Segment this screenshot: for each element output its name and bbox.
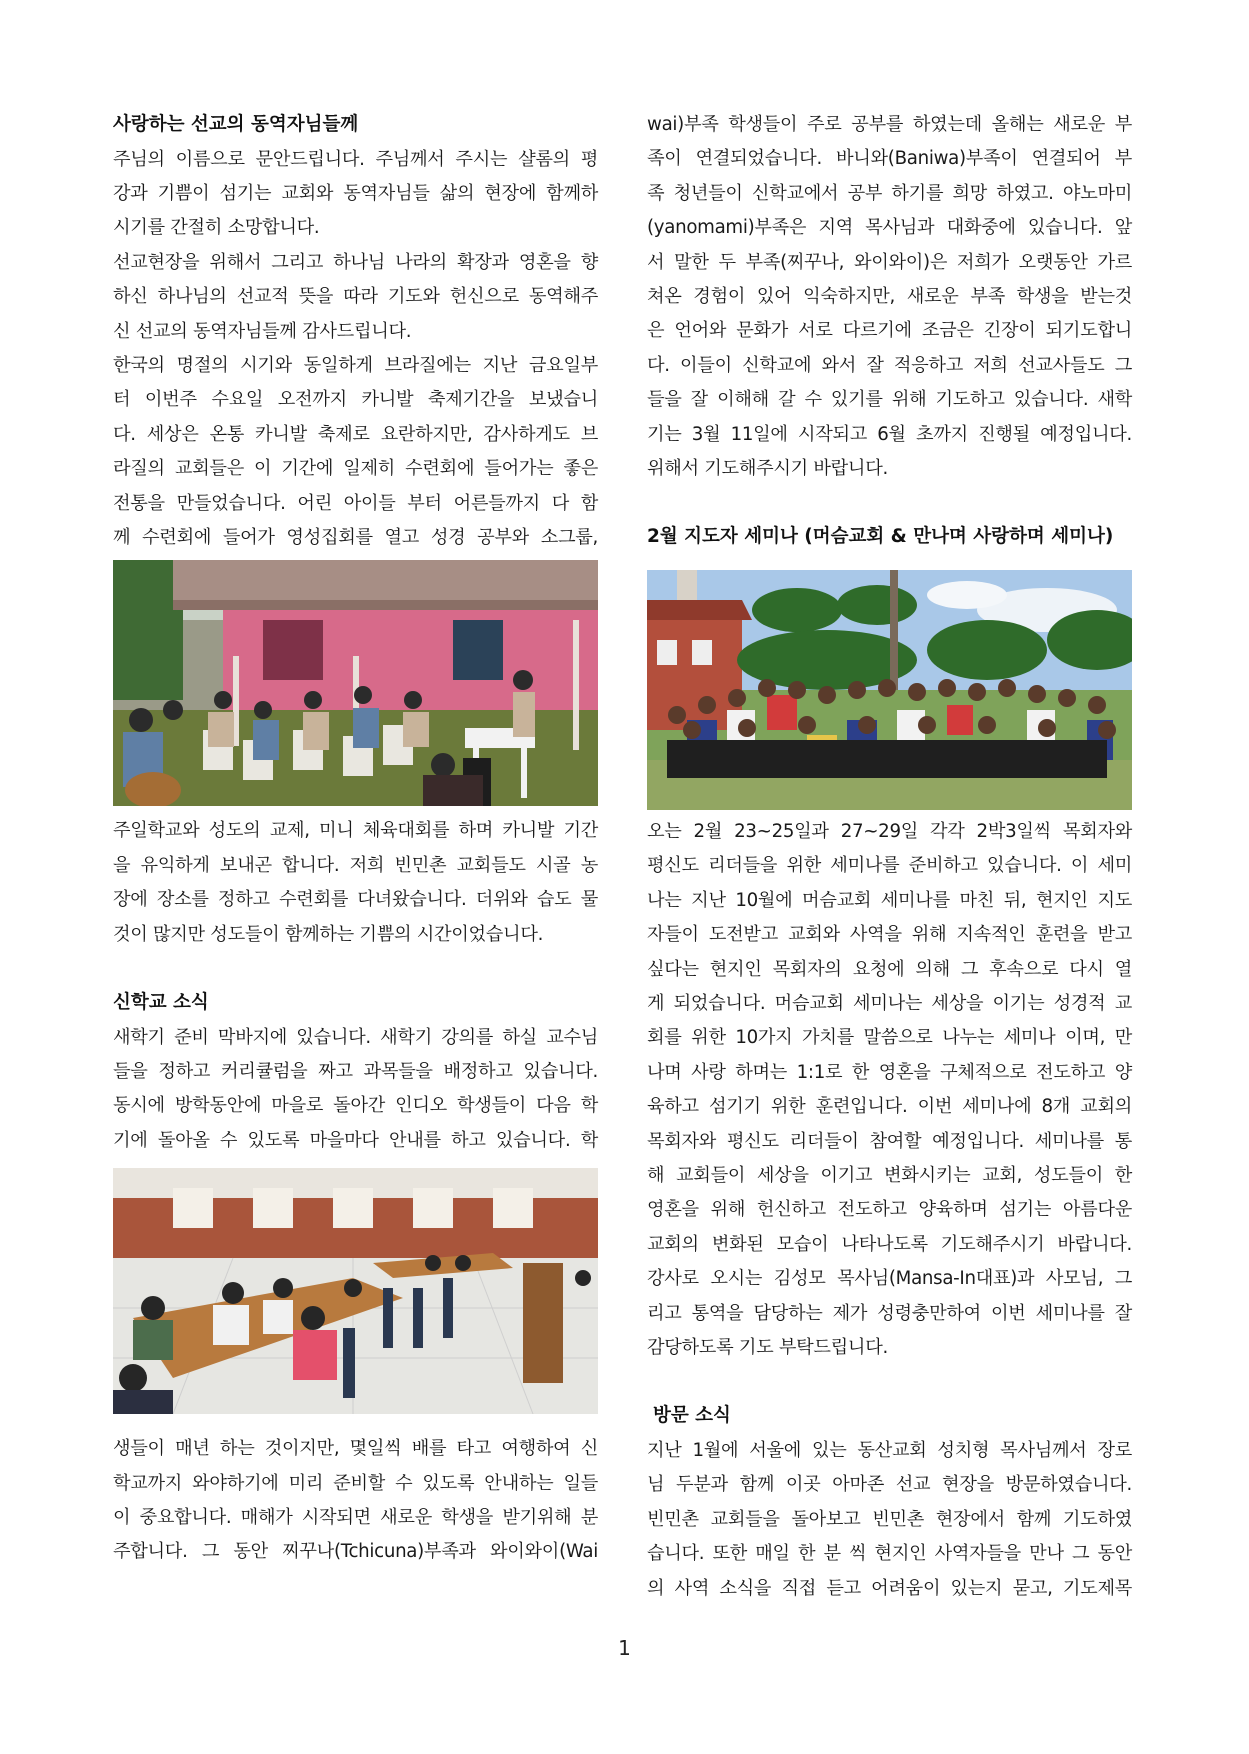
tribes-paragraph xyxy=(647,108,1132,486)
text-line: 빈민촌 교회들을 돌아보고 빈민촌 현장에서 함께 기도하였 xyxy=(647,1508,1132,1530)
text-line: 다. 이들이 신학교에 와서 잘 적응하고 저희 선교사들도 그 xyxy=(647,354,1132,376)
text-line: 오는 2월 23~25일과 27~29일 각각 2박3일씩 목회자와 xyxy=(647,820,1132,842)
text-line: 해 교회들이 세상을 이기고 변화시키는 교회, 성도들이 한 xyxy=(647,1165,1132,1187)
text-line: 족 청년들이 신학교에서 공부 하기를 희망 하였고. 야노마미 xyxy=(647,182,1132,204)
retreat-paragraph xyxy=(113,814,598,952)
text-line: 감당하도록 기도 부탁드립니다. xyxy=(647,1337,888,1359)
text-line: 기에 돌아올 수 있도록 마을마다 안내를 하고 있습니다. 학 xyxy=(113,1129,598,1151)
text-line: 영혼을 위해 헌신하고 전도하고 양육하며 섬기는 아름다운 xyxy=(647,1199,1132,1221)
text-line: 리고 통역을 담당하는 제가 성령충만하여 이번 세미나를 잘 xyxy=(647,1302,1132,1324)
text-line: 다. 세상은 온통 카니발 축제로 요란하지만, 감사하게도 브 xyxy=(113,423,598,445)
greeting-paragraph xyxy=(113,143,598,246)
retreat-photo xyxy=(113,560,598,806)
text-line: 이 중요합니다. 매해가 시작되면 새로운 학생을 받기위해 분 xyxy=(113,1506,598,1528)
text-line: 주합니다. 그 동안 찌꾸나(Tchicuna)부족과 와이와이(Wai xyxy=(113,1541,598,1563)
students-paragraph xyxy=(113,1432,598,1570)
text-line: 새학기 준비 막바지에 있습니다. 새학기 강의를 하실 교수님 xyxy=(113,1026,598,1048)
text-line: 님 두분과 함께 이곳 아마존 선교 현장을 방문하였습니다. xyxy=(647,1474,1132,1496)
seminary-paragraph xyxy=(113,1021,598,1159)
text-line: 교회의 변화된 모습이 나타나도록 기도해주시기 바랍니다. xyxy=(647,1233,1132,1255)
text-line: 회를 위한 10가지 가치를 말씀으로 나누는 세미나 이며, 만 xyxy=(647,1027,1132,1049)
text-line: 쳐온 경험이 있어 익숙하지만, 새로운 부족 학생을 받는것 xyxy=(647,286,1132,308)
text-line: 위해서 기도해주시기 바랍니다. xyxy=(647,458,888,480)
text-line: 한국의 명절의 시기와 동일하게 브라질에는 지난 금요일부 xyxy=(113,354,598,376)
text-line: 들을 정하고 커리큘럼을 짜고 과목들을 배정하고 있습니다. xyxy=(113,1060,598,1082)
text-line: 의 사역 소식을 직접 듣고 어려움이 있는지 묻고, 기도제목 xyxy=(647,1577,1132,1599)
text-line: 은 언어와 문화가 서로 다르기에 조금은 긴장이 되기도합니 xyxy=(647,320,1132,342)
seminar-group-photo xyxy=(647,570,1132,810)
greeting-heading: 사랑하는 선교의 동역자님들께 xyxy=(113,114,359,135)
visit-paragraph xyxy=(647,1434,1132,1606)
text-line: 평신도 리더들을 위한 세미나를 준비하고 있습니다. 이 세미 xyxy=(647,855,1132,877)
text-line: 라질의 교회들은 이 기간에 일제히 수련회에 들어가는 좋은 xyxy=(113,458,598,480)
text-line: 신 선교의 동역자님들께 감사드립니다. xyxy=(113,320,412,342)
text-line: 을 유익하게 보내곤 합니다. 저희 빈민촌 교회들도 시골 농 xyxy=(113,854,598,876)
text-line: 학교까지 와야하기에 미리 준비할 수 있도록 안내하는 일들 xyxy=(113,1472,598,1494)
text-line: 서 말한 두 부족(찌꾸나, 와이와이)은 저희가 오랫동안 가르 xyxy=(647,251,1132,273)
text-line: 목회자와 평신도 리더들이 참여할 예정입니다. 세미나를 통 xyxy=(647,1130,1132,1152)
text-line: 선교현장을 위해서 그리고 하나님 나라의 확장과 영혼을 향 xyxy=(113,251,598,273)
text-line: 강과 기쁨이 섬기는 교회와 동역자님들 삶의 현장에 함께하 xyxy=(113,182,598,204)
text-line: 시기를 간절히 소망합니다. xyxy=(113,217,320,239)
text-line: (yanomami)부족은 지역 목사님과 대화중에 있습니다. 앞 xyxy=(647,217,1132,239)
text-line: 나며 사랑 하며는 1:1로 한 영혼을 구체적으로 전도하고 양 xyxy=(647,1061,1132,1083)
text-line: 족이 연결되었습니다. 바니와(Baniwa)부족이 연결되어 부 xyxy=(647,148,1132,170)
thanks-paragraph xyxy=(113,246,598,349)
text-line: 게 되었습니다. 머슴교회 세미나는 세상을 이기는 성경적 교 xyxy=(647,993,1132,1014)
text-line: 자들이 도전받고 교회와 사역을 위해 지속적인 훈련을 받고 xyxy=(647,924,1132,946)
visit-heading: 방문 소식 xyxy=(653,1405,731,1427)
seminar-paragraph xyxy=(647,815,1132,1366)
text-line: 주일학교와 성도의 교제, 미니 체육대회를 하며 카니발 기간 xyxy=(113,820,598,842)
classroom-photo xyxy=(113,1168,598,1414)
text-line: 생들이 매년 하는 것이지만, 몇일씩 배를 타고 여행하여 신 xyxy=(113,1438,598,1460)
text-line: 습니다. 또한 매일 한 분 씩 현지인 사역자들을 만나 그 동안 xyxy=(647,1543,1132,1565)
left-column xyxy=(113,108,598,1570)
text-line: 주님의 이름으로 문안드립니다. 주님께서 주시는 샬롬의 평 xyxy=(113,148,598,170)
text-line: 기는 3월 11일에 시작되고 6월 초까지 진행될 예정입니다. xyxy=(647,423,1132,445)
seminary-heading: 신학교 소식 xyxy=(113,992,209,1013)
text-line: 지난 1월에 서울에 있는 동산교회 성치형 목사님께서 장로 xyxy=(647,1439,1132,1461)
text-line: 들을 잘 이해해 갈 수 있기를 위해 기도하고 있습니다. 새학 xyxy=(647,389,1132,411)
text-line: wai)부족 학생들이 주로 공부를 하였는데 올해는 새로운 부 xyxy=(647,114,1132,135)
text-line: 장에 장소를 정하고 수련회를 다녀왔습니다. 더위와 습도 물 xyxy=(113,889,598,911)
text-line: 전통을 만들었습니다. 어린 아이들 부터 어른들까지 다 함 xyxy=(113,492,598,514)
text-line: 하신 하나님의 선교적 뜻을 따라 기도와 헌신으로 동역해주 xyxy=(113,286,598,308)
text-line: 터 이번주 수요일 오전까지 카니발 축제기간을 보냈습니 xyxy=(113,389,598,411)
text-line: 나는 지난 10월에 머슴교회 세미나를 마친 뒤, 현지인 지도 xyxy=(647,889,1132,911)
text-line: 것이 많지만 성도들이 함께하는 기쁨의 시간이었습니다. xyxy=(113,923,544,945)
text-line: 강사로 오시는 김성모 목사님(Mansa-In대표)과 사모님, 그 xyxy=(647,1268,1132,1290)
text-line: 동시에 방학동안에 마을로 돌아간 인디오 학생들이 다음 학 xyxy=(113,1095,598,1117)
page-number: 1 xyxy=(618,1636,631,1660)
seminar-heading: 2월 지도자 세미나 (머슴교회 & 만나며 사랑하며 세미나) xyxy=(647,526,1114,548)
text-line: 께 수련회에 들어가 영성집회를 열고 성경 공부와 소그룹, xyxy=(113,526,598,548)
text-line: 싶다는 현지인 목회자의 요청에 의해 그 후속으로 다시 열 xyxy=(647,958,1132,980)
right-column xyxy=(647,108,1132,1606)
carnival-paragraph xyxy=(113,349,598,555)
text-line: 육하고 섬기기 위한 훈련입니다. 이번 세미나에 8개 교회의 xyxy=(647,1096,1132,1118)
